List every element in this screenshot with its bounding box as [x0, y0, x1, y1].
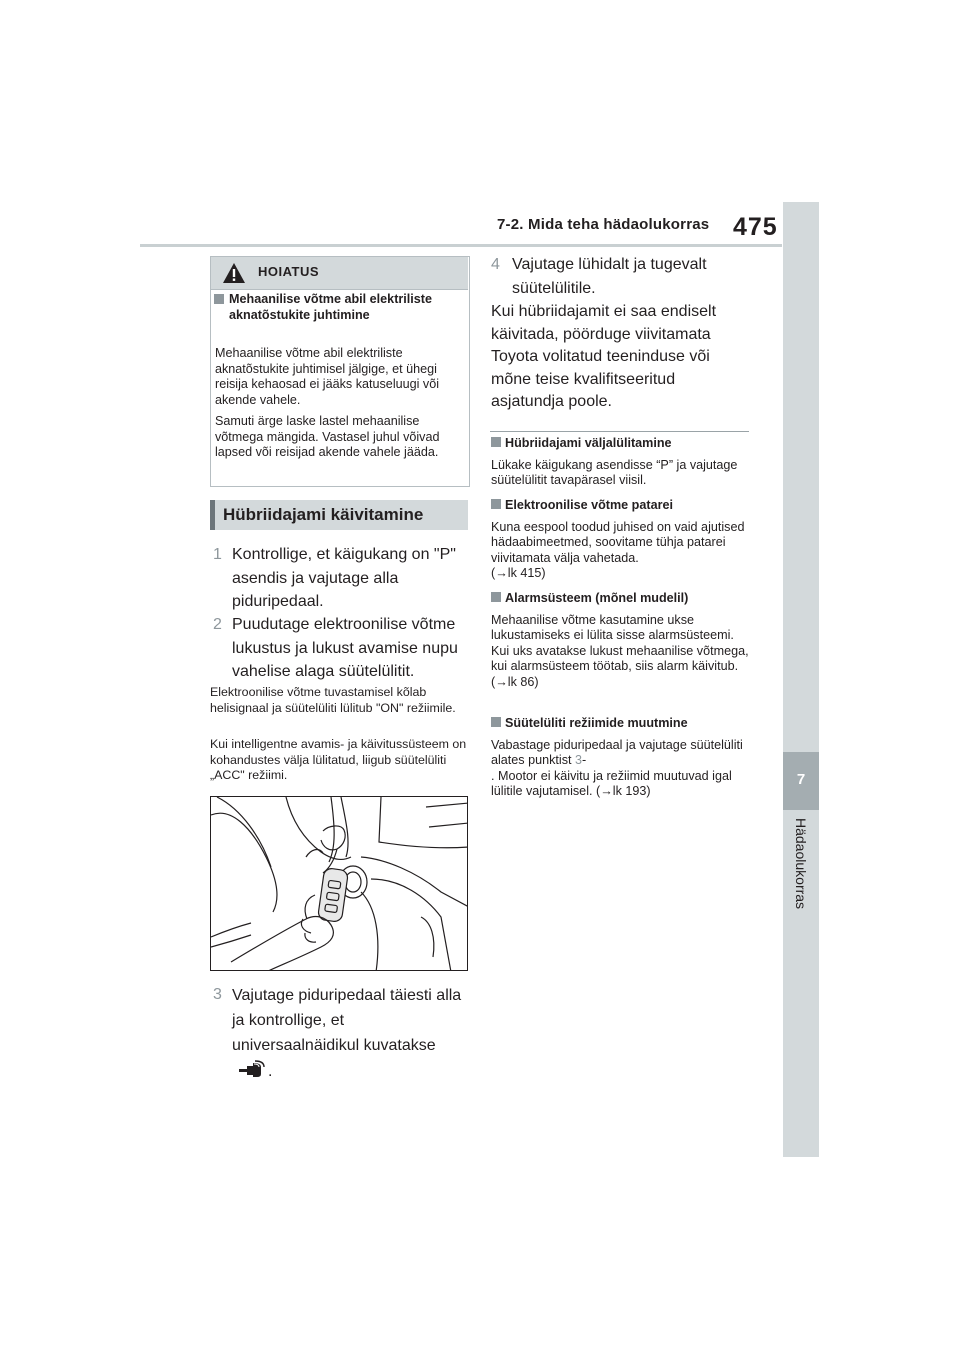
- note-body: . Mootor ei käivitu ja režiimid muutuvad igal lülitile vajutamisel.: [491, 768, 732, 798]
- warning-title: HOIATUS: [258, 264, 320, 279]
- warning-paragraph-1: Mehaanilise võtme abil elektriliste aknatõstukite juhtimisel jälgige, et ühegi reisija kehaosad ei jääks katuseluugi või akende vahele.: [215, 346, 440, 407]
- step-reference: 3: [575, 753, 583, 767]
- warning-subheading-text: Mehaanilise võtme abil elektriliste aknatõstukite juhtimine: [229, 292, 432, 322]
- step-number: 1: [213, 546, 222, 563]
- note-title: Elektroonilise võtme patarei: [505, 498, 673, 512]
- notes-divider: [490, 431, 749, 432]
- step-text: Puudutage elektroonilise võtme lukustus ja lukust avamise nupu vahelise alaga süütelülitit.: [232, 616, 458, 680]
- step-2: [213, 613, 468, 684]
- chapter-label: Hädaolukorras: [793, 818, 809, 910]
- page-reference-link[interactable]: (→lk 193): [596, 784, 651, 798]
- chapter-side-tab: [783, 202, 819, 1157]
- warning-subheading: [214, 292, 439, 323]
- square-bullet-icon: [491, 499, 501, 509]
- warning-triangle-icon: [222, 262, 246, 284]
- warning-header: [211, 257, 468, 290]
- step-4: [491, 253, 749, 301]
- header-section-title: 7-2. Mida teha hädaolukorras: [497, 216, 710, 233]
- note-title: Alarmsüsteem (mõnel mudelil): [505, 591, 689, 605]
- chapter-number: 7: [796, 771, 806, 788]
- step-number: 4: [491, 256, 500, 273]
- page-reference-link[interactable]: (→lk 86): [491, 674, 539, 689]
- note-alarm-system: [491, 591, 753, 690]
- page-reference-link[interactable]: (→lk 415): [491, 566, 546, 580]
- note-body: Kuna eespool toodud juhised on vaid ajutised hädaabimeetmed, soovitame tühja patarei viivitamata välja vahetada.: [491, 519, 745, 565]
- note-title: Süütelüliti režiimide muutmine: [505, 716, 688, 730]
- step-text: Vajutage piduripedaal täiesti alla ja kontrollige, et universaalnäidikul kuvatakse: [232, 987, 462, 1054]
- step-1: [213, 543, 468, 614]
- step-2-note-2: Kui intelligentne avamis- ja käivitussüsteem on kohandustes välja lülitatud, liigub süütelüliti „ACC" režiimi.: [210, 737, 467, 782]
- step-3-suffix: .: [268, 1063, 273, 1080]
- step-4-note: Kui hübriidajamit ei saa endiselt käivitada, pöörduge viivitamata Toyota volitatud teeninduse või mõne teise kvalifitseeritud asjatundja poole.: [491, 303, 717, 410]
- note-dash: -: [582, 753, 587, 767]
- square-bullet-icon: [491, 437, 501, 447]
- ignition-illustration: [210, 796, 468, 971]
- note-engine-off: [491, 436, 753, 489]
- warning-paragraph-2: Samuti ärge laske lastel mehaanilise võtmega mängida. Vastasel juhul võivad lapsed või reisijad akende vahele jääda.: [215, 414, 440, 459]
- note-key-battery: [491, 498, 753, 582]
- note-body: Mehaanilise võtme kasutamine ukse lukustamiseks ei lülita sisse alarmsüsteemi.: [491, 612, 734, 642]
- header-divider: [140, 244, 782, 247]
- page-number: 475: [733, 213, 778, 241]
- square-bullet-icon: [491, 717, 501, 727]
- step-3: [213, 983, 471, 1058]
- note-body: Vabastage piduripedaal ja vajutage süütelüliti alates punktist: [491, 737, 743, 767]
- step-text: Vajutage lühidalt ja tugevalt süütelülitile.: [512, 256, 707, 297]
- step-number: 2: [213, 616, 222, 633]
- note-title: Hübriidajami väljalülitamine: [505, 436, 672, 450]
- section-heading: Hübriidajami käivitamine: [223, 505, 424, 524]
- key-indicator-icon: [239, 1060, 265, 1078]
- square-bullet-icon: [214, 294, 224, 304]
- note-body: Lükake käigukang asendisse “P” ja vajutage süütelülitit tavapärasel viisil.: [491, 457, 738, 487]
- hand-pressing-power-switch-illustration: [211, 797, 468, 971]
- note-switch-modes: [491, 716, 753, 800]
- step-2-note-1: Elektroonilise võtme tuvastamisel kõlab helisignaal ja süütelüliti lülitub "ON" režiimile.: [210, 685, 456, 715]
- note-body: Kui uks avatakse lukust mehaanilise võtmega, kui alarmsüsteem töötab, siis alarm käivitub.: [491, 643, 749, 673]
- step-text: Kontrollige, et käigukang on "P" asendis ja vajutage alla piduripedaal.: [232, 546, 456, 610]
- square-bullet-icon: [491, 592, 501, 602]
- step-number: 3: [213, 986, 222, 1003]
